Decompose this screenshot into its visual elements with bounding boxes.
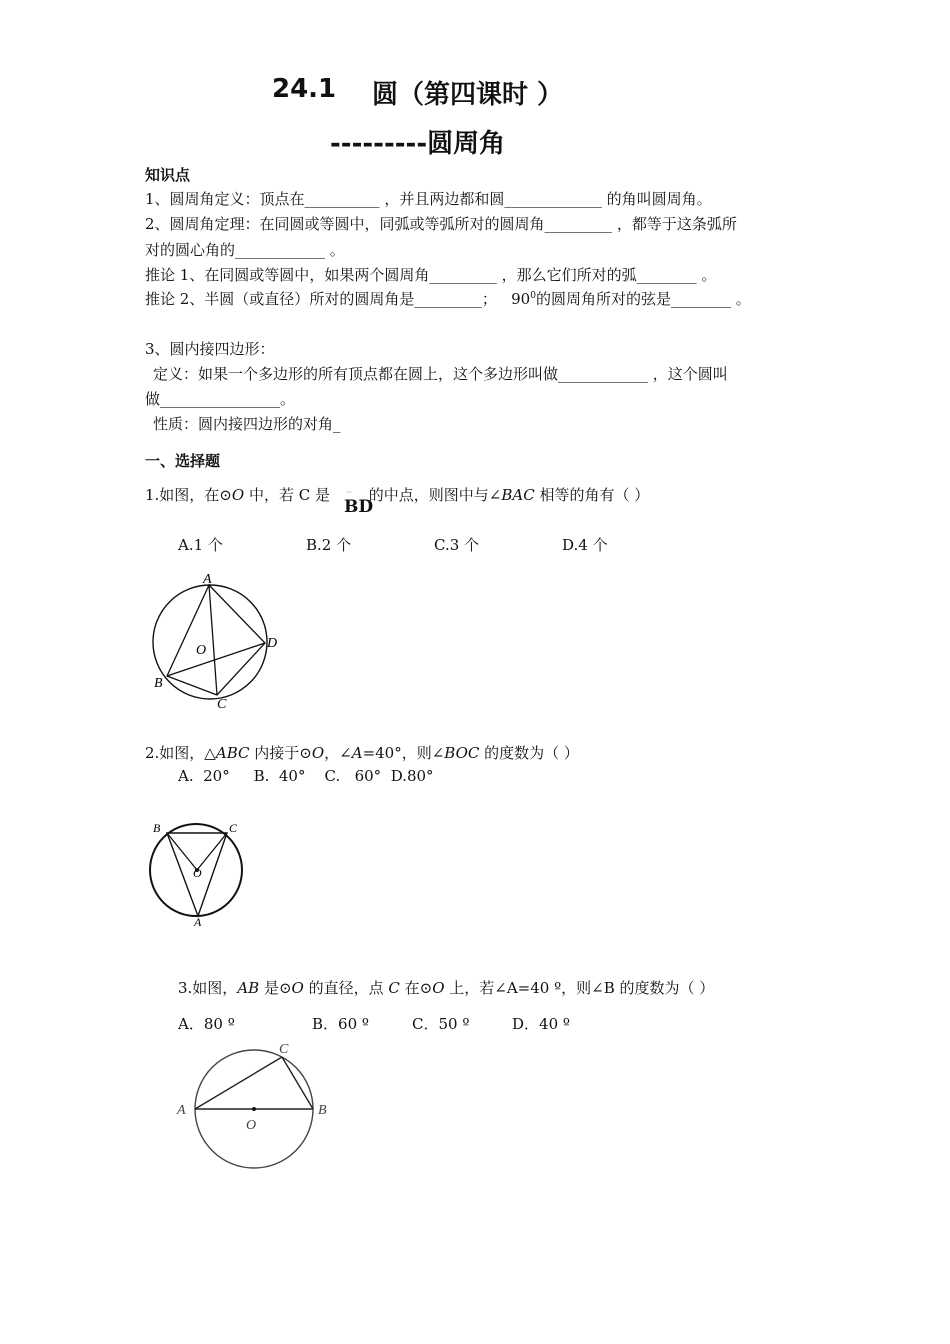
q1-post: 的中点，则图中与∠ (364, 486, 502, 504)
q1-option-c: C.3 个 (434, 536, 480, 554)
q2-label-b: B (153, 821, 161, 835)
knowledge-line-4: 推论 1、在同圆或等圆中，如果两个圆周角_________ ，那么它们所对的弧________ 。 (145, 266, 717, 284)
subtitle-text: 圆周角 (427, 129, 506, 159)
q3-option-d: D．40 º (512, 1015, 570, 1033)
q2-p2: 内接于⊙ (249, 744, 312, 762)
q1-label-d: D (267, 636, 278, 651)
q1-arc-bd: BD (344, 497, 374, 517)
q1-option-a: A.1 个 (178, 536, 223, 554)
q3-chord-ac (195, 1057, 282, 1109)
q3-option-a: A．80 º (178, 1015, 235, 1033)
q2-line-co (197, 833, 227, 870)
q1-o: O (231, 486, 245, 504)
q1-label-a: A (203, 572, 212, 587)
corollary-2-end: 的圆周角所对的弦是________ 。 (535, 290, 751, 308)
q2-p1: 2.如图，△ (145, 744, 216, 762)
q2-boc: BOC (444, 744, 480, 762)
arc-mark: ⌢ (346, 487, 352, 497)
q3-chord-cb (282, 1057, 313, 1109)
q3-stem (178, 977, 714, 998)
q1-label-b: B (154, 676, 163, 691)
q2-p4: =40°，则∠ (362, 744, 445, 762)
q2-label-c: C (229, 821, 238, 835)
section-heading: 一、选择题 (145, 452, 221, 470)
page-subtitle (330, 123, 505, 160)
q1-line-ac (209, 585, 217, 695)
q2-p3: ，∠ (324, 744, 352, 762)
knowledge-line-7: 定义：如果一个多边形的所有顶点都在圆上，这个多边形叫做____________ ，这个圆叫 (153, 365, 728, 383)
q3-o: O (291, 979, 304, 997)
q3-o2: O (432, 979, 445, 997)
q3-option-c: C．50 º (412, 1015, 470, 1033)
subtitle-dashes: --------- (330, 129, 428, 159)
q2-label-a: A (194, 915, 202, 929)
q1-option-b: B.2 个 (306, 536, 352, 554)
q2-a: A (351, 744, 363, 762)
knowledge-line-6: 3、圆内接四边形： (145, 340, 275, 358)
q1-label-c: C (217, 697, 227, 712)
q1-option-d: D.4 个 (562, 536, 608, 554)
q3-label-b: B (318, 1103, 327, 1118)
q2-line-bo (167, 833, 197, 870)
q3-p2: 是⊙ (259, 979, 292, 997)
knowledge-line-2: 2、圆周角定理：在同圆或等圆中，同弧或等弧所对的圆周角_________ ，都等于这条弧所 (145, 215, 737, 233)
q3-p4: 在⊙ (399, 979, 433, 997)
q1-label-o: O (196, 643, 207, 658)
q2-abc: ABC (215, 744, 250, 762)
q3-p1: 3.如图， (178, 979, 238, 997)
q3-label-c: C (279, 1042, 289, 1057)
q2-o: O (311, 744, 325, 762)
q2-label-o: O (193, 866, 202, 880)
corollary-2-part: 推论 2、半圆（或直径）所对的圆周角是_________； (145, 290, 497, 308)
lesson-number: 24.1 (272, 74, 337, 104)
q3-ab: AB (237, 979, 260, 997)
q3-label-a: A (177, 1103, 186, 1118)
q3-c: C (388, 979, 400, 997)
knowledge-line-1: 1、圆周角定义：顶点在__________ ，并且两边都和圆_____________ 的角叫圆周角。 (145, 190, 712, 208)
q2-options: A. 20° B. 40° C. 60° D.80° (178, 767, 434, 785)
knowledge-line-5 (145, 288, 751, 309)
q1-figure (140, 568, 290, 714)
q1-end: 相等的角有（ ） (534, 486, 650, 504)
q2-p5: 的度数为（ ） (479, 744, 579, 762)
knowledge-line-3: 对的圆心角的____________ 。 (145, 241, 345, 259)
q2-stem (145, 742, 579, 763)
q3-p3: 的直径，点 (303, 979, 389, 997)
q3-center-dot (252, 1107, 256, 1111)
q3-p5: 上，若∠A=40 º，则∠B 的度数为（ ） (444, 979, 715, 997)
q1-mid: 中，若 C 是 (244, 486, 330, 504)
ninety: 90 (511, 290, 531, 308)
q3-option-b: B．60 º (312, 1015, 369, 1033)
knowledge-line-9: 性质：圆内接四边形的对角_ (153, 415, 341, 433)
q3-figure (170, 1036, 340, 1176)
q1-angle: BAC (501, 486, 535, 504)
q1-stem (145, 484, 649, 505)
knowledge-heading: 知识点 (145, 166, 191, 184)
q1-pre: 1.如图，在⊙ (145, 486, 232, 504)
page-title: 圆（第四课时 ） (372, 80, 564, 110)
degree-sup: 0 (530, 291, 536, 301)
q3-label-o: O (246, 1118, 257, 1133)
q2-figure (140, 816, 255, 932)
knowledge-line-8: 做________________。 (145, 390, 296, 408)
